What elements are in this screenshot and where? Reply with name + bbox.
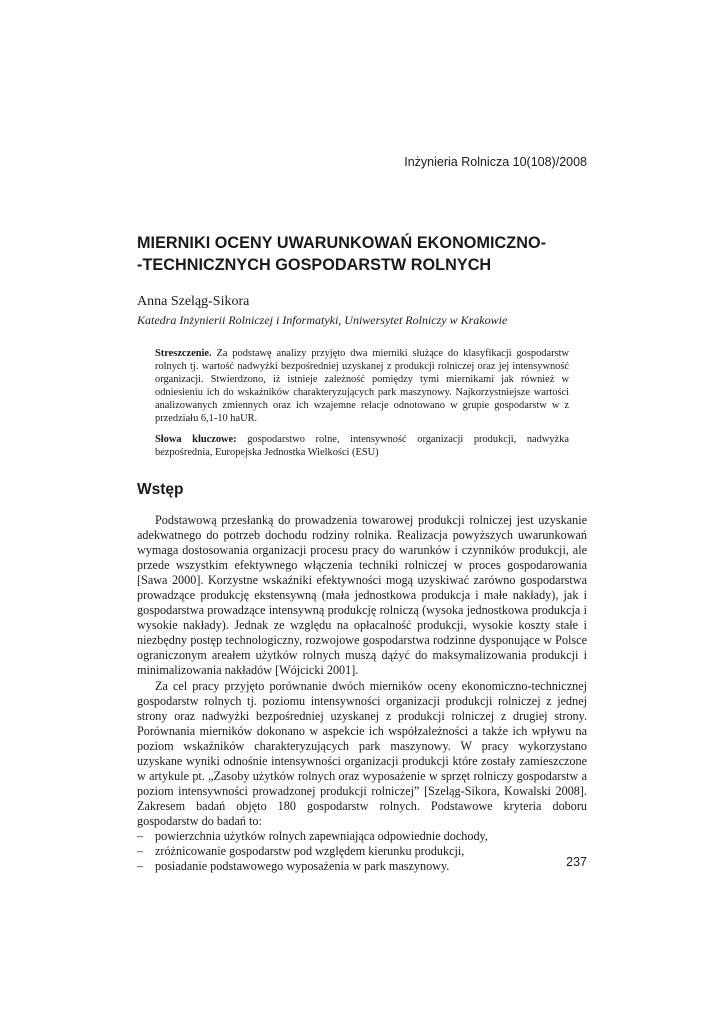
- list-item: [137, 844, 587, 859]
- list-item-text: powierzchnia użytków rolnych zapewniająca odpowiednie dochody,: [155, 828, 488, 843]
- section-body: [137, 513, 587, 874]
- title-line-2: -TECHNICZNYCH GOSPODARSTW ROLNYCH: [137, 256, 492, 274]
- body-paragraph: Za cel pracy przyjęto porównanie dwóch mierników oceny ekonomiczno-technicznej gospodarstw rolnych tj. poziomu intensywności organizacji produkcji rolniczej z jednej strony oraz nadwyżki bezpośredniej uzyskanej z produkcji rolniczej z drugiej strony. Porównania mierników dokonano w aspekcie ich współzależności a także ich wpływu na poziom wskaźników charakteryzujących park maszynowy. W pracy wykorzystano uzyskane wyniki odnośnie intensywności organizacji produkcji które zostały zamieszczone w artykule pt. „Zasoby użytków rolnych oraz wyposażenie w sprzęt rolniczy gospodarstw a poziom intensywności prowadzonej produkcji rolniczej” [Szeląg-Sikora, Kowalski 2008]. Zakresem badań objęto 180 gospodarstw rolnych. Podstawowe kryteria doboru gospodarstw do badań to:: [137, 678, 587, 828]
- list-item: [137, 829, 587, 844]
- list-dash: –: [137, 859, 144, 874]
- list-item-text: zróżnicowanie gospodarstw pod względem kierunku produkcji,: [155, 844, 465, 859]
- keywords: [155, 433, 569, 459]
- abstract: [155, 347, 569, 426]
- journal-running-head: Inżynieria Rolnicza 10(108)/2008: [404, 155, 587, 169]
- body-paragraph: Podstawową przesłanką do prowadzenia towarowej produkcji rolniczej jest uzyskanie adekwatnego do potrzeb dochodu rodziny rolnika. Realizacja powyższych uwarunkowań wymaga dostosowania organizacji procesu pracy do warunków i czynników produkcji, ale przede wszystkim efektywnego włączenia techniki rolniczej w proces gospodarowania [Sawa 2000]. Korzystne wskaźniki efektywności mogą uzyskiwać zarówno gospodarstwa prowadzące produkcję ekstensywną (mała jednostkowa produkcja i małe nakłady), jak i gospodarstwa prowadzące intensywną produkcję rolniczą (wysoka jednostkowa produkcja i wysokie nakłady). Jednak ze względu na opłacalność produkcji, wysokie koszty stałe i niezbędny postęp technologiczny, rozwojowe gospodarstwa rodzinne dysponujące w Polsce ograniczonym areałem użytków rolnych muszą dążyć do maksymalizowania produkcji i minimalizowania nakładów [Wójcicki 2001].: [137, 513, 587, 678]
- section-heading: Wstęp: [137, 481, 184, 498]
- author-name: Anna Szeląg-Sikora: [137, 294, 250, 309]
- criteria-list: [137, 829, 587, 874]
- list-item: [137, 859, 587, 874]
- keywords-text: gospodarstwo rolne, intensywność organizacji produkcji, nadwyżka bezpośrednia, Europejska Jednostka Wielkości (ESU): [155, 434, 569, 459]
- author-affiliation: Katedra Inżynierii Rolniczej i Informatyki, Uniwersytet Rolniczy w Krakowie: [137, 313, 508, 327]
- title-line-1: MIERNIKI OCENY UWARUNKOWAŃ EKONOMICZNO-: [137, 234, 547, 252]
- abstract-label: Streszczenie.: [155, 348, 212, 359]
- list-dash: –: [137, 828, 144, 843]
- list-dash: –: [137, 844, 144, 859]
- article-title: [137, 232, 587, 276]
- abstract-text: Za podstawę analizy przyjęto dwa mierniki służące do klasyfikacji gospodarstw rolnych tj. wartość nadwyżki bezpośredniej uzyskanej z produkcji rolniczej oraz jej intensywność organizacji. Stwierdzono, iż istnieje zależność pomiędzy tymi miernikami jak również w odniesieniu ich do wskaźników charakteryzujących park maszynowy. Najkorzystniejsze wartości analizowanych zmiennych oraz ich wzajemne relacje odnotowano w grupie gospodarstw w z przedziału 6,1-10 haUR.: [155, 348, 569, 425]
- keywords-label: Słowa kluczowe:: [155, 434, 237, 445]
- list-item-text: posiadanie podstawowego wyposażenia w park maszynowy.: [155, 859, 450, 874]
- page-number: 237: [566, 855, 587, 869]
